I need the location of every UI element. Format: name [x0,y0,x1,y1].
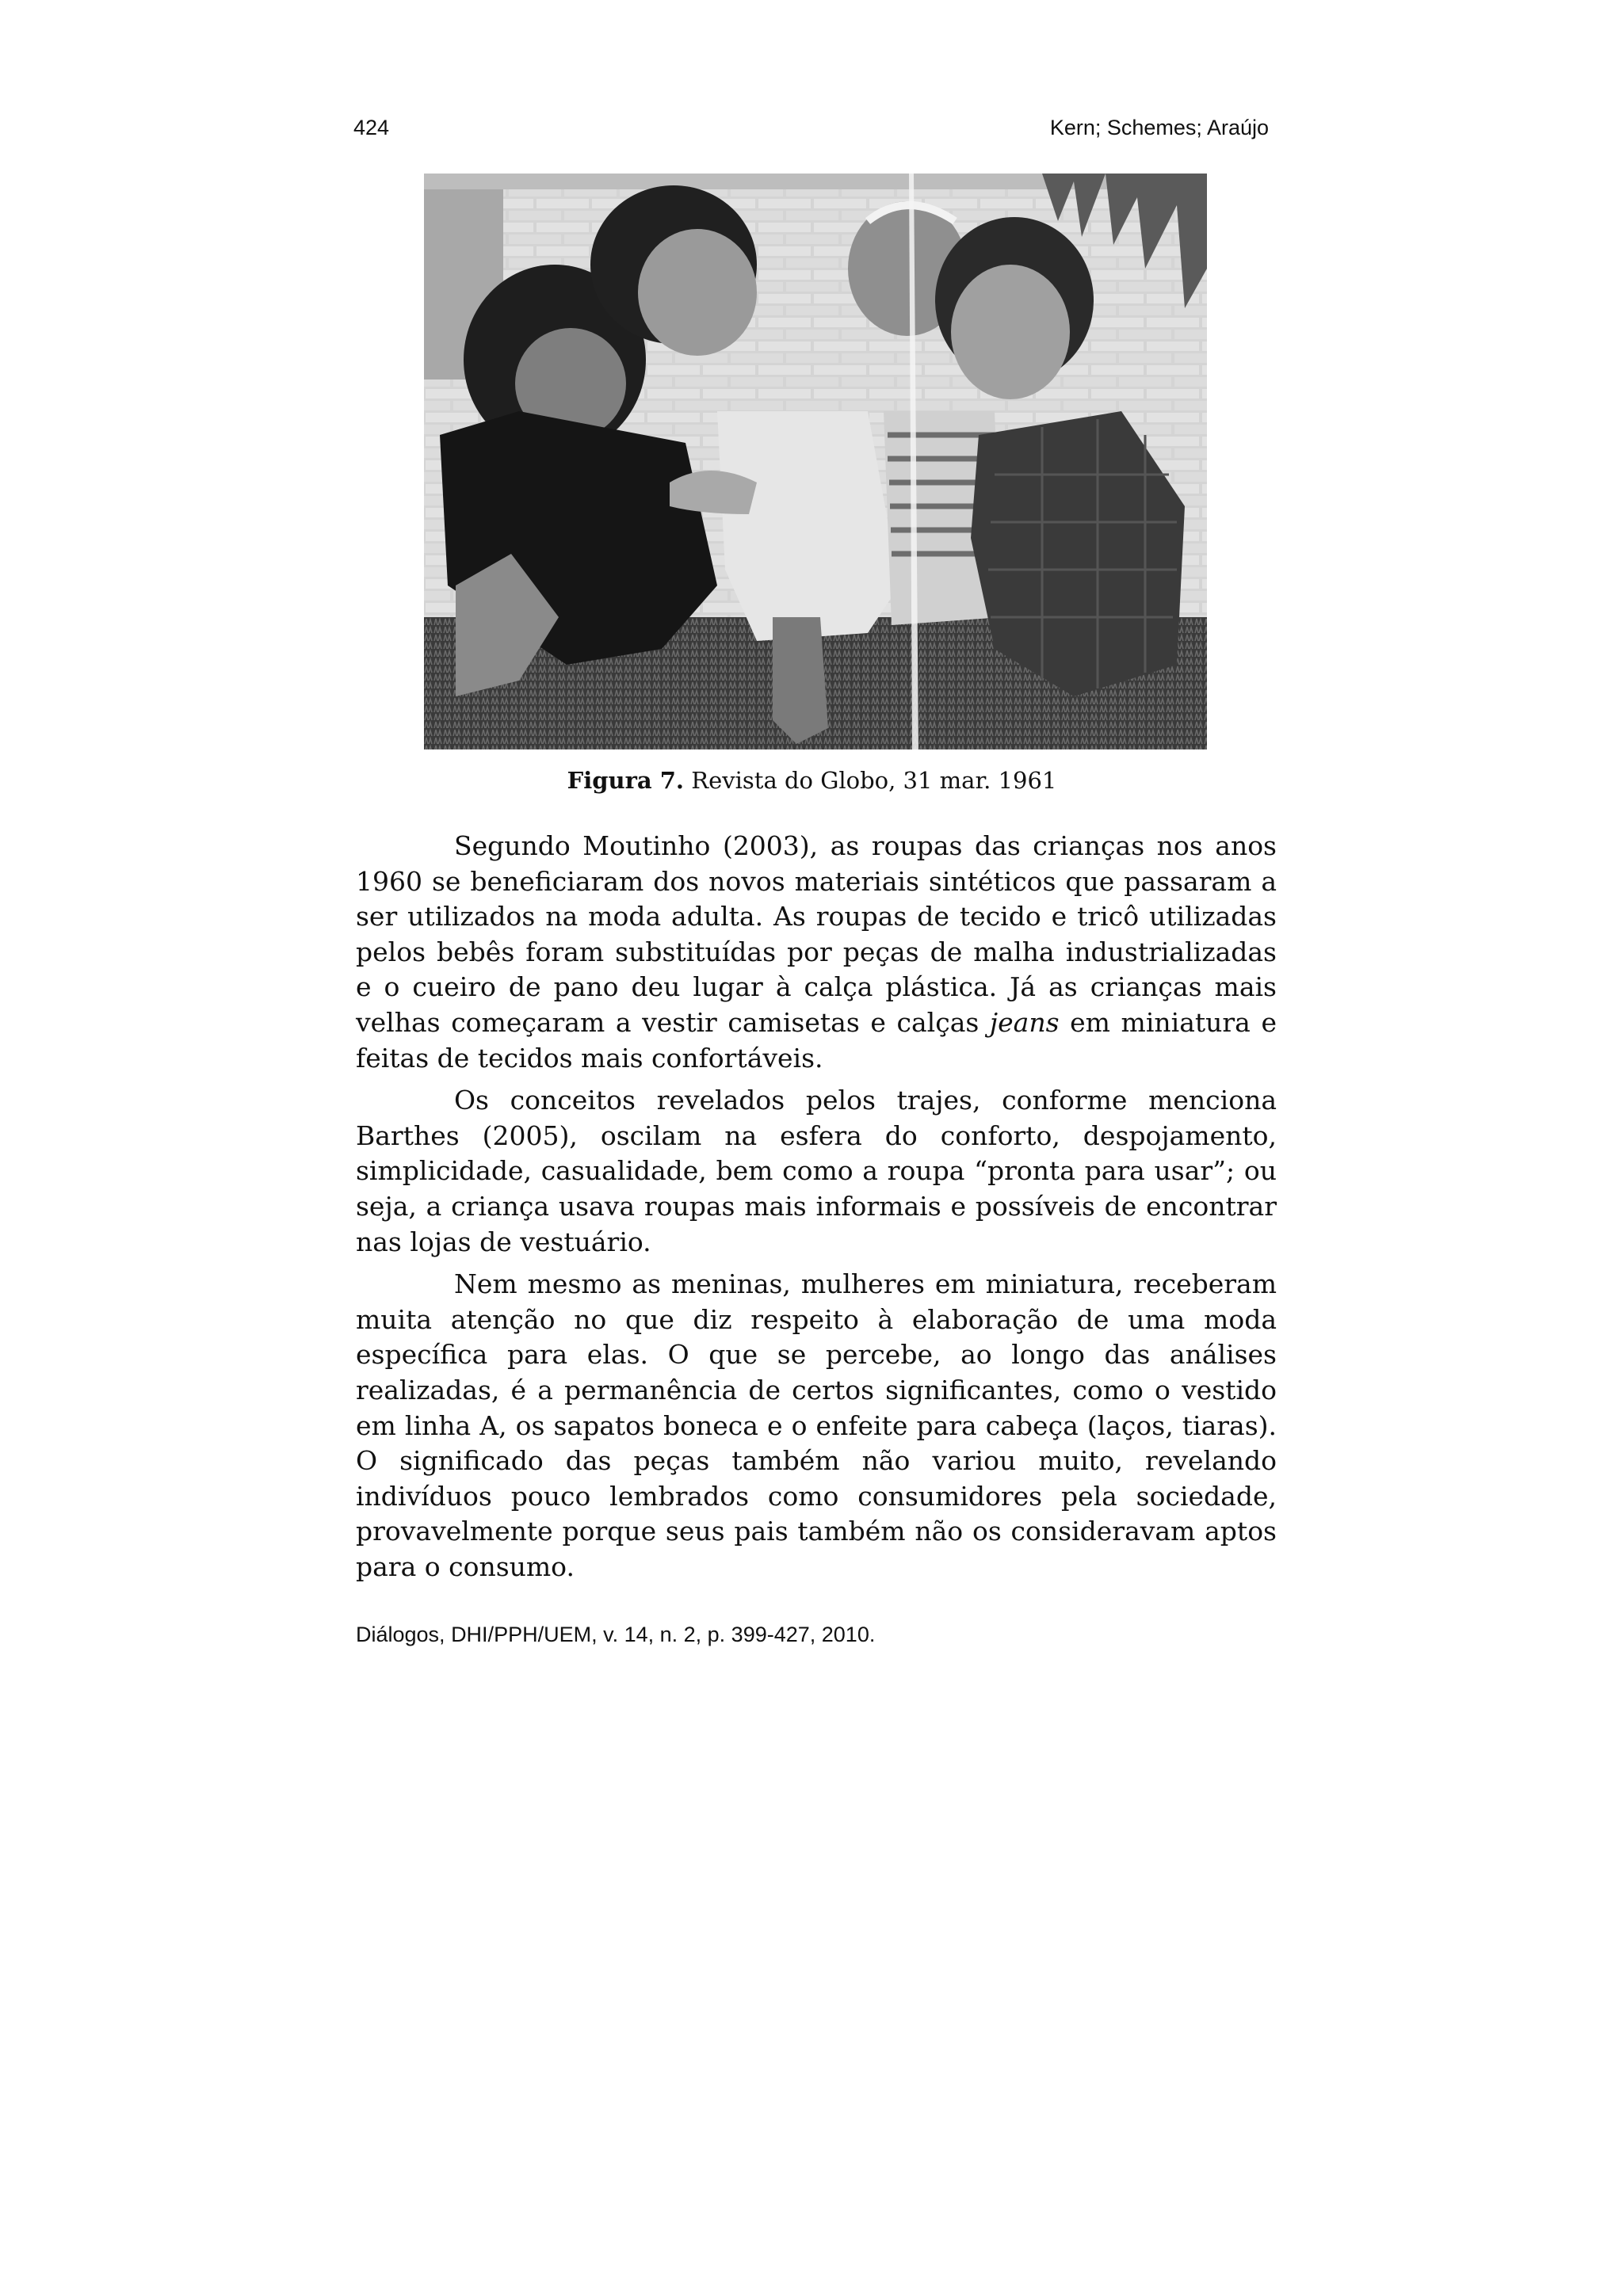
running-header-authors: Kern; Schemes; Araújo [1049,116,1269,139]
footer-citation: Diálogos, DHI/PPH/UEM, v. 14, n. 2, p. 399-427, 2010. [356,1623,876,1646]
paragraph-3: Nem mesmo as meninas, mulheres em miniatura, receberam muita atenção no que diz respeito à elaboração de uma moda específica para elas. O que se percebe, ao longo das análises realizadas, é a permanência de certos significantes, como o vestido em linha A, os sapatos boneca e o enfeite para cabeça (laços, tiaras). O significado das peças também não variou muito, revelando indivíduos pouco lembrados como consumidores pela sociedade, provavelmente porque seus pais também não os consideravam aptos para o consumo. [356,1268,1277,1582]
paragraph-1-text-b: em miniatura e feitas de tecidos mais confortáveis. [356,1006,1277,1074]
paragraph-2: Os conceitos revelados pelos trajes, conforme menciona Barthes (2005), oscilam na esfera do conforto, despojamento, simplicidade, casualidade, bem como a roupa “pronta para usar”; ou seja, a criança usava roupas mais informais e possíveis de encontrar nas lojas de vestuário. [356,1085,1277,1257]
figure-source: Revista do Globo, 31 mar. 1961 [684,767,1057,794]
page-number: 424 [353,116,390,139]
figure-photo [424,174,1207,749]
children-drinking-water-photo [424,174,1207,749]
body-text [356,829,1277,1592]
figure-caption [353,767,1270,794]
figure-label: Figura 7. [567,767,685,794]
paragraph-1-italic: jeans [989,1006,1060,1038]
paragraph-1 [356,829,1277,1076]
paragraph-1-text-a: Segundo Moutinho (2003), as roupas das crianças nos anos 1960 se beneficiaram dos novos materiais sintéticos que passaram a ser utilizados na moda adulta. As roupas de tecido e tricô utilizadas pelos bebês foram substituídas por peças de malha industrializadas e o cueiro de pano deu lugar à calça plástica. Já as crianças mais velhas começaram a vestir camisetas e calças [356,830,1277,1038]
